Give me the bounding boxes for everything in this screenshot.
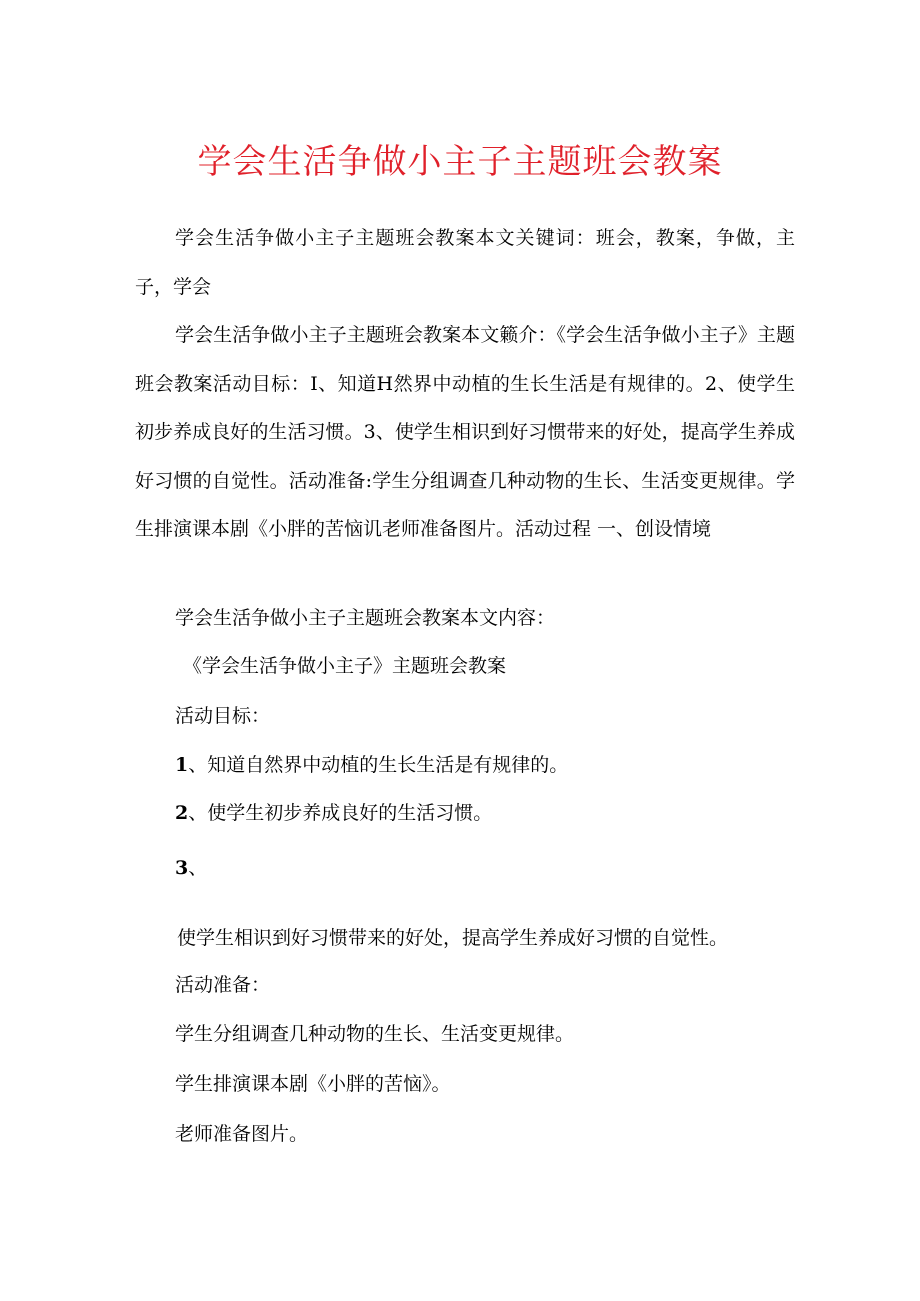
goal-item-2 (175, 798, 492, 828)
goal-3-body: 使学生相识到好习惯带来的好处，提高学生养成好习惯的自觉性。 (177, 927, 729, 949)
goal-item-3 (175, 853, 207, 883)
goal-text: 、知道自然界中动植的生长生活是有规律的。 (188, 754, 569, 776)
goal-text: 、使学生初步养成良好的生活习惯。 (188, 802, 493, 824)
document-title: 学会生活争做小主子主题班会教案 (197, 142, 723, 182)
goal-number: 3 (175, 857, 189, 879)
lesson-subtitle: 《学会生活争做小主子》主题班会教案 (183, 655, 507, 677)
content-intro: 学会生活争做小主子主题班会教案本文内容： (175, 607, 556, 629)
prep-heading: 活动准备： (175, 974, 271, 996)
prep-item-1: 学生分组调查几种动物的生长、生活变更规律。 (175, 1023, 575, 1045)
goal-number: 1 (175, 754, 189, 776)
prep-item-2: 学生排演课本剧《小胖的苦恼》。 (175, 1073, 451, 1095)
summary-paragraph: 学会生活争做小主子主题班会教案本文籁介：《学会生活争做小主子》主题班会教案活动目标：I、知道H然界中动植的生长生活是有规律的。2、使学生初步养成良好的生活习惯。3、使学生相识到好习惯带来的好处，提高学生养成好习惯的自觉性。活动准备:学生分组调查几种动物的生长、生活变更规律。学生排演课本剧《小胖的苦恼讥老师准备图片。活动过程 一、创设情境 (135, 324, 795, 540)
goal-item-1 (175, 750, 568, 780)
keywords-paragraph: 学会生活争做小主子主题班会教案本文关键词：班会，教案，争做，主子，学会 (135, 227, 795, 298)
goals-heading: 活动目标： (175, 705, 271, 727)
prep-item-3: 老师准备图片。 (175, 1123, 309, 1145)
goal-text: 、 (188, 857, 208, 879)
goal-number: 2 (175, 802, 189, 824)
